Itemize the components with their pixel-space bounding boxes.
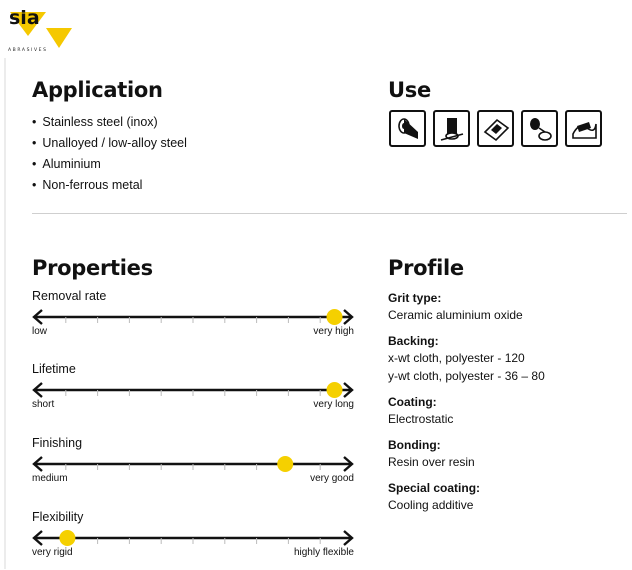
flat-block-icon — [477, 110, 514, 147]
special-coating-label: Special coating: — [388, 481, 481, 495]
application-list — [32, 113, 187, 197]
scale-marker — [327, 382, 343, 398]
bonding-value: Resin over resin — [388, 455, 475, 469]
special-coating-value: Cooling additive — [388, 498, 474, 512]
application-item: • Stainless steel (inox) — [32, 113, 187, 134]
grit-type — [388, 291, 618, 324]
application-item: • Non-ferrous metal — [32, 176, 187, 197]
backing-value-2: y-wt cloth, polyester - 36 – 80 — [388, 369, 545, 383]
use-title: Use — [388, 78, 431, 102]
scale-marker — [277, 456, 293, 472]
backing-value-1: x-wt cloth, polyester - 120 — [388, 351, 525, 365]
property-lifetime — [32, 362, 354, 422]
coating-label: Coating: — [388, 395, 437, 409]
coating — [388, 395, 618, 428]
left-divider — [4, 58, 6, 569]
property-label: Lifetime — [32, 362, 76, 376]
sia-logo-mark — [6, 2, 72, 50]
property-flexibility — [32, 510, 354, 570]
property-high-label: highly flexible — [293, 547, 354, 558]
application-item: • Aluminium — [32, 155, 187, 176]
coating-value: Electrostatic — [388, 412, 454, 426]
brand-tagline: ABRASIVES — [8, 48, 48, 53]
property-removal-rate — [32, 289, 354, 349]
property-low-label: very rigid — [32, 547, 73, 558]
property-high-label: very high — [313, 326, 354, 337]
property-high-label: very good — [310, 473, 354, 484]
property-label: Finishing — [32, 436, 83, 450]
property-low-label: medium — [32, 473, 68, 484]
cylinder-grinding-icon — [521, 110, 558, 147]
drum-sander-icon — [433, 110, 470, 147]
profile-title: Profile — [388, 256, 464, 280]
belt-roll-icon — [389, 110, 426, 147]
property-low-label: low — [32, 326, 48, 337]
bonding — [388, 438, 618, 471]
property-high-label: very long — [313, 399, 354, 410]
sia-logo — [6, 2, 72, 54]
grit-type-value: Ceramic aluminium oxide — [388, 308, 523, 322]
property-label: Removal rate — [32, 289, 107, 303]
application-item: • Unalloyed / low-alloy steel — [32, 134, 187, 155]
profile-sanding-icon — [565, 110, 602, 147]
special-coating — [388, 481, 618, 514]
scale-marker — [327, 309, 343, 325]
property-scale — [32, 380, 354, 400]
grit-type-label: Grit type: — [388, 291, 442, 305]
scale-marker — [59, 530, 75, 546]
property-scale — [32, 307, 354, 327]
property-label: Flexibility — [32, 510, 84, 524]
profile-details — [388, 291, 618, 524]
bonding-label: Bonding: — [388, 438, 441, 452]
svg-text:sia: sia — [9, 7, 40, 29]
property-low-label: short — [32, 399, 55, 410]
use-icons — [389, 110, 602, 147]
property-finishing — [32, 436, 354, 496]
property-scale — [32, 454, 354, 474]
application-title: Application — [32, 78, 163, 102]
section-divider — [32, 213, 627, 214]
backing — [388, 334, 618, 385]
property-scale — [32, 528, 354, 548]
properties-title: Properties — [32, 256, 153, 280]
backing-label: Backing: — [388, 334, 439, 348]
